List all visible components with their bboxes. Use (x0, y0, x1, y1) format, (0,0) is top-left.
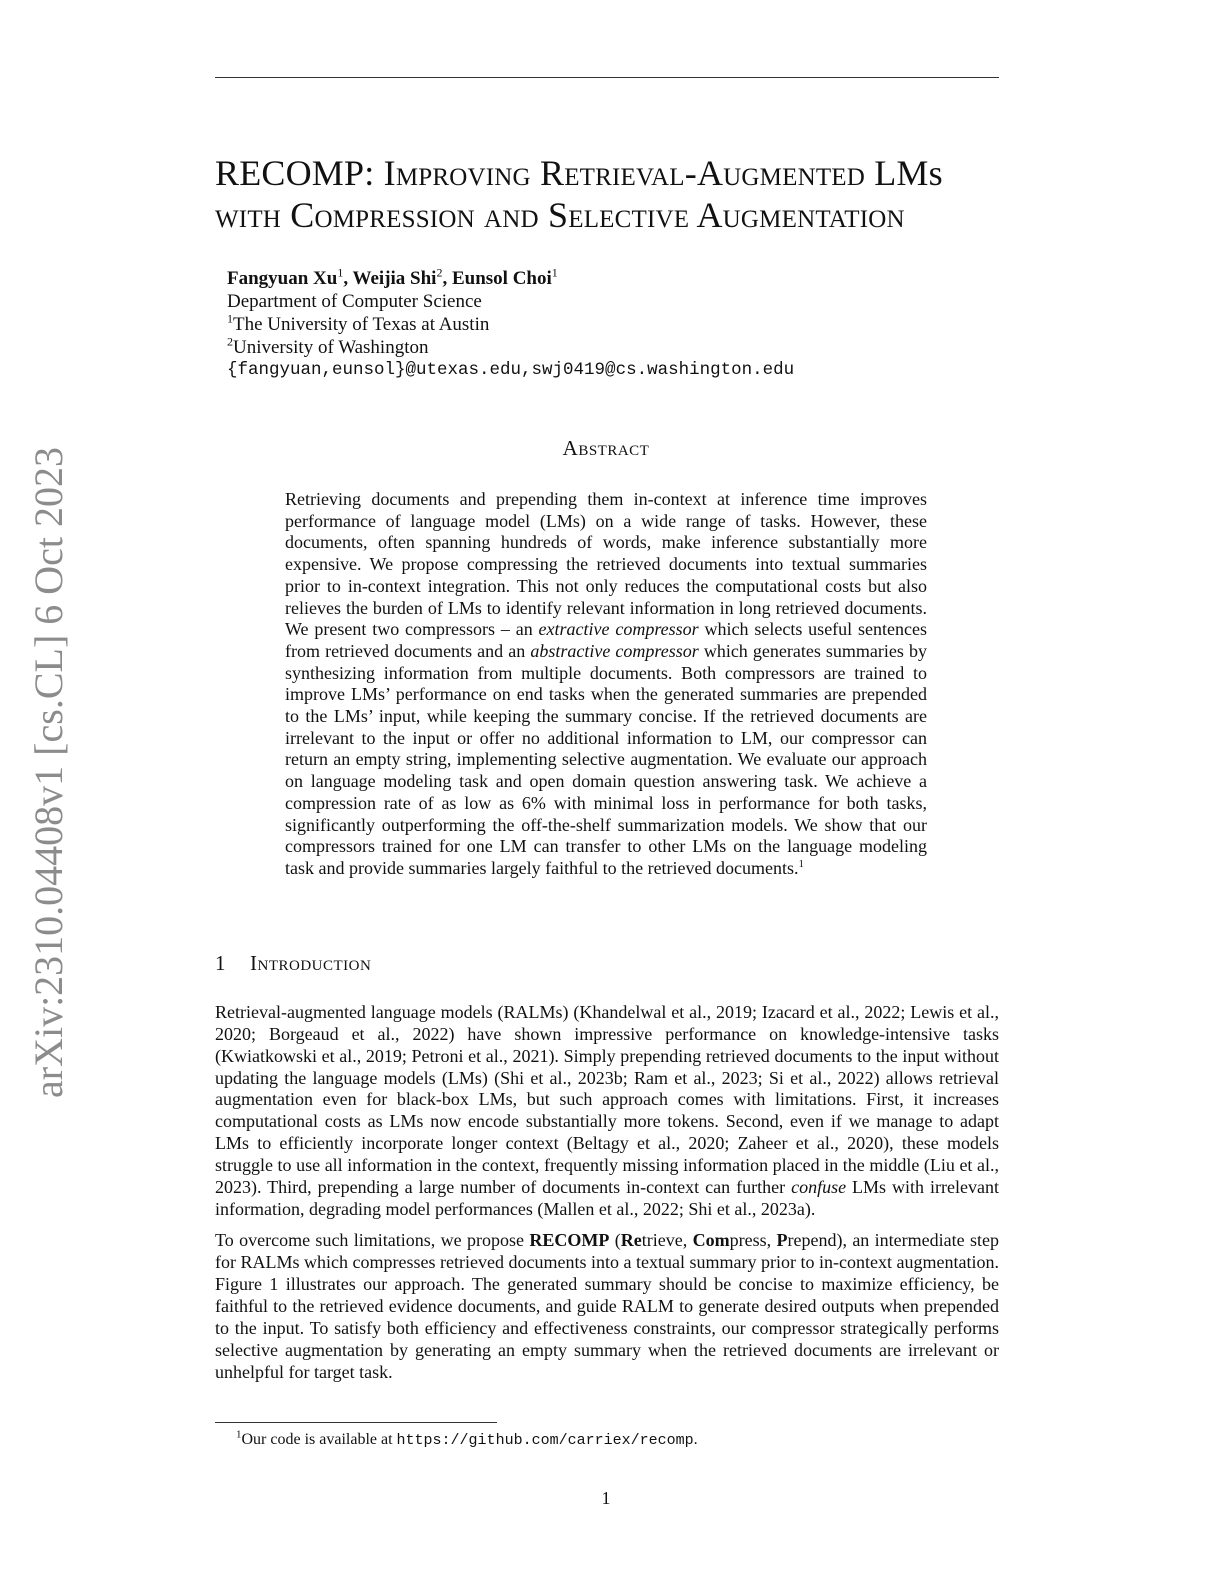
abstract-text: Retrieving documents and prepending them in-context at inference time improves performance of language model (LMs) on a wide range of tasks. However, these documents, often spanning hundreds of words, make inference substantially more expensive. We propose compressing the retrieved documents into textual summaries prior to in-context integration. This not only reduces the computational costs but also relieves the burden of LMs to identify relevant information in long retrieved documents. We present two compressors – an extractive compressor which selects useful sentences from retrieved documents and an abstractive compressor which generates summaries by synthesizing information from multiple documents. Both compressors are trained to improve LMs’ performance on end tasks when the generated summaries are prepended to the LMs’ input, while keeping the summary concise. If the retrieved documents are irrelevant to the input or offer no additional information to LM, our compressor can return an empty string, implementing selective augmentation. We evaluate our approach on language modeling task and open domain question answering task. We achieve a compression rate of as low as 6% with minimal loss in performance for both tasks, significantly outperforming the off-the-shelf summarization models. We show that our compressors trained for one LM can transfer to other LMs on the language modeling task and provide summaries largely faithful to the retrieved documents.$^1$ (285, 489, 927, 878)
title-line-2: with Compression and Selective Augmentation (215, 195, 905, 235)
abstract-heading: Abstract (562, 436, 650, 460)
code-url-link[interactable]: https://github.com/carriex/recomp (396, 1432, 694, 1449)
author-name: Weijia Shi (352, 268, 437, 289)
section-heading-introduction (215, 951, 371, 976)
footnote: $^1$Our code is available at https://github.com/carriex/recomp. (236, 1428, 698, 1449)
affiliation-2: $^2$University of Washington (227, 334, 429, 358)
author-name: Fangyuan Xu (227, 268, 338, 289)
department: Department of Computer Science (227, 291, 482, 312)
footnote-marker[interactable]: 1 (798, 857, 805, 870)
paragraph: Retrieval-augmented language models (RALMs) (Khandelwal et al., 2019; Izacard et al., 2022; Lewis et al., 2020; Borgeaud et al., 2022) have shown impressive performance on knowledge-intensive tasks (Kwiatkowski et al., 2019; Petroni et al., 2021). Simply prepending retrieved documents to the input without updating the language models (LMs) (Shi et al., 2023b; Ram et al., 2023; Si et al., 2022) allows retrieval augmentation even for black-box LMs, but such approach comes with limitations. First, it increases computational costs as LMs now encode substantially more tokens. Second, even if we manage to adapt LMs to efficiently incorporate longer context (Beltagy et al., 2020; Zaheer et al., 2020), these models struggle to use all information in the context, frequently missing information placed in the middle (Liu et al., 2023). Third, prepending a large number of documents in-context can further confuse LMs with irrelevant information, degrading model performances (Mallen et al., 2022; Shi et al., 2023a). (215, 1002, 1000, 1219)
paragraph: To overcome such limitations, we propose RECOMP (Retrieve, Compress, Prepend), an intermediate step for RALMs which compresses retrieved documents into a textual summary prior to in-context augmentation. Figure 1 illustrates our approach. The generated summary should be concise to maximize efficiency, be faithful to the retrieved evidence documents, and guide RALM to generate desired outputs when prepended to the input. To satisfy both efficiency and effectiveness constraints, our compressor strategically performs selective augmentation by generating an empty summary when the retrieved documents are irrelevant or unhelpful for target task. (215, 1230, 999, 1382)
title-line-1: RECOMP: Improving Retrieval-Augmented LMs (215, 153, 943, 193)
header-rule (215, 77, 999, 78)
arxiv-stamp[interactable]: arXiv:2310.04408v1 [cs.CL] 6 Oct 2023 (26, 446, 71, 1098)
author-names: Fangyuan Xu$^1$, Weijia Shi$^2$, Eunsol Choi$^1$ (227, 265, 558, 289)
page-number: 1 (601, 1488, 611, 1508)
paper-title (215, 152, 1015, 236)
author-block (227, 267, 987, 382)
introduction-body (215, 1002, 999, 1393)
section-title: Introduction (250, 951, 372, 975)
section-number: 1 (215, 951, 226, 975)
author-emails: {fangyuan,eunsol}@utexas.edu,swj0419@cs.washington.edu (227, 360, 795, 380)
affiliation-1: $^1$The University of Texas at Austin (227, 311, 490, 335)
author-name: Eunsol Choi (451, 268, 552, 289)
footnote-rule (215, 1422, 497, 1423)
